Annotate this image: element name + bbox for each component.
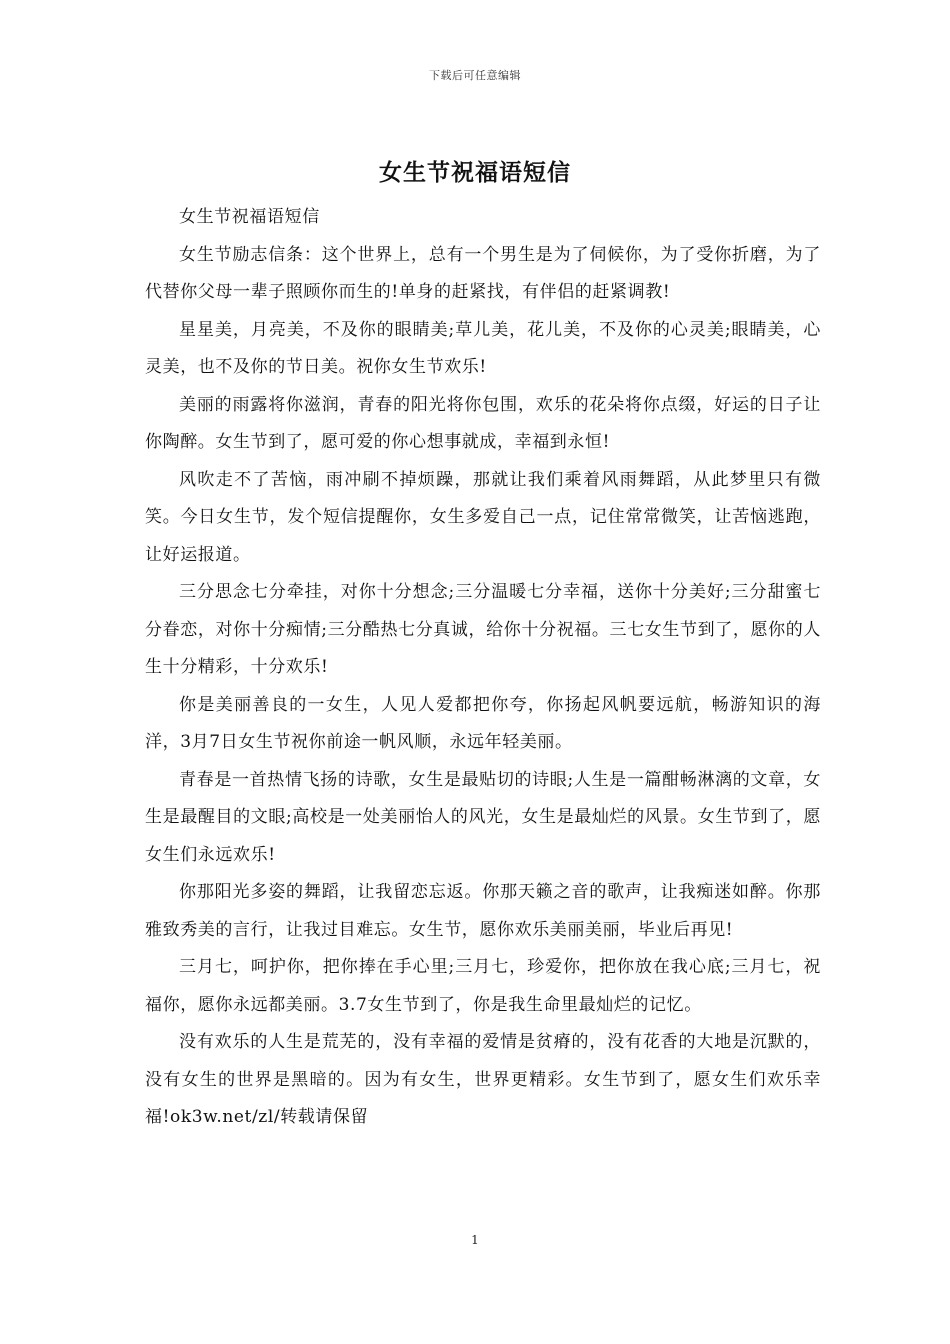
paragraph: 风吹走不了苦恼，雨冲刷不掉烦躁，那就让我们乘着风雨舞蹈，从此梦里只有微笑。今日女生节，发个短信提醒你，女生多爱自己一点，记住常常微笑，让苦恼逃跑，让好运报道。 — [145, 469, 821, 565]
page-number: 1 — [471, 1233, 479, 1247]
paragraph: 青春是一首热情飞扬的诗歌，女生是最贴切的诗眼;人生是一篇酣畅淋漓的文章，女生是最醒目的文眼;高校是一处美丽怡人的风光，女生是最灿烂的风景。女生节到了，愿女生们永远欢乐! — [145, 769, 821, 865]
paragraph: 女生节励志信条：这个世界上，总有一个男生是为了伺候你，为了受你折磨，为了代替你父母一辈子照顾你而生的!单身的赶紧找，有伴侣的赶紧调教! — [145, 244, 821, 302]
paragraph: 你那阳光多姿的舞蹈，让我留恋忘返。你那天籁之音的歌声，让我痴迷如醉。你那雅致秀美的言行，让我过目难忘。女生节，愿你欢乐美丽美丽，毕业后再见! — [145, 882, 821, 940]
paragraph-subtitle: 女生节祝福语短信 — [179, 207, 320, 227]
paragraph: 你是美丽善良的一女生，人见人爱都把你夸，你扬起风帆要远航，畅游知识的海洋，3月7日女生节祝你前途一帆风顺，永远年轻美丽。 — [145, 694, 821, 752]
paragraph: 美丽的雨露将你滋润，青春的阳光将你包围，欢乐的花朵将你点缀，好运的日子让你陶醉。女生节到了，愿可爱的你心想事就成，幸福到永恒! — [145, 394, 821, 452]
paragraph: 没有欢乐的人生是荒芜的，没有幸福的爱情是贫瘠的，没有花香的大地是沉默的，没有女生的世界是黑暗的。因为有女生，世界更精彩。女生节到了，愿女生们欢乐幸福!ok3w.net/zl/转载请保留 — [145, 1032, 821, 1127]
paragraph: 星星美，月亮美，不及你的眼睛美;草儿美，花儿美，不及你的心灵美;眼睛美，心灵美，也不及你的节日美。祝你女生节欢乐! — [145, 319, 821, 377]
paragraph: 三月七，呵护你，把你捧在手心里;三月七，珍爱你，把你放在我心底;三月七，祝福你，愿你永远都美丽。3.7女生节到了，你是我生命里最灿烂的记忆。 — [145, 957, 821, 1015]
document-body — [145, 199, 821, 1137]
header-note: 下载后可任意编辑 — [429, 69, 521, 82]
paragraph: 三分思念七分牵挂，对你十分想念;三分温暖七分幸福，送你十分美好;三分甜蜜七分眷恋，对你十分痴情;三分酷热七分真诚，给你十分祝福。三七女生节到了，愿你的人生十分精彩，十分欢乐! — [145, 582, 821, 677]
document-title: 女生节祝福语短信 — [379, 159, 571, 186]
